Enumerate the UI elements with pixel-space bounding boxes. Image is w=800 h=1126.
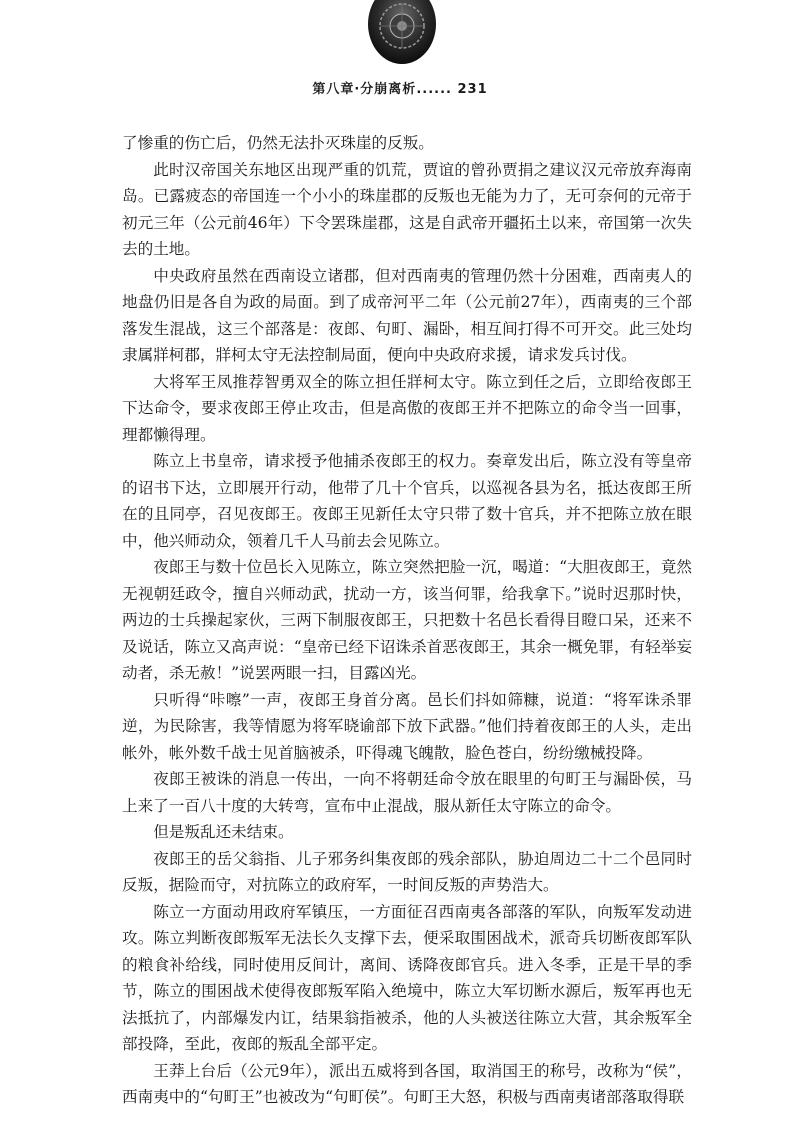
paragraph: 陈立一方面动用政府军镇压，一方面征召西南夷各部落的军队，向叛军发动进攻。陈立判断夜郎叛军无法长久支撑下去，便采取围困战术，派奇兵切断夜郎军队的粮食补给线，同时使用反间计，离间、诱降夜郎官兵。进入冬季，正是干旱的季节，陈立的围困战术使得夜郎叛军陷入绝境中，陈立大军切断水源后，叛军再也无法抵抗了，内部爆发内讧，结果翁指被杀，他的人头被送往陈立大营，其余叛军全部投降，至此，夜郎的叛乱全部平定。 — [122, 902, 692, 1053]
body-text — [122, 130, 692, 1111]
paragraph: 只听得“咔嚓”一声，夜郎王身首分离。邑长们抖如筛糠，说道：“将军诛杀罪逆，为民除害，我等情愿为将军晓谕部下放下武器。”他们持着夜郎王的人头，走出帐外，帐外数千战士见首脑被杀，吓得魂飞魄散，脸色苍白，纷纷缴械投降。 — [122, 690, 692, 762]
paragraph: 了惨重的伤亡后，仍然无法扑灭珠崖的反叛。 — [122, 134, 434, 152]
paragraph: 夜郎王与数十位邑长入见陈立，陈立突然把脸一沉，喝道：“大胆夜郎王，竟然无视朝廷政令，擅自兴师动武，扰动一方，该当何罪，给我拿下。”说时迟那时快，两边的士兵操起家伙，三两下制服夜郎王，只把数十名邑长看得目瞪口呆，还来不及说话，陈立又高声说：“皇帝已经下诏诛杀首恶夜郎王，其余一概免罪，有轻举妄动者，杀无赦！”说罢两眼一扫，目露凶光。 — [122, 558, 692, 682]
paragraph: 夜郎王的岳父翁指、儿子邪务纠集夜郎的残余部队，胁迫周边二十二个邑同时反叛，据险而守，对抗陈立的政府军，一时间反叛的声势浩大。 — [122, 849, 692, 894]
chapter-title: 第八章·分崩离析 — [312, 82, 417, 97]
header-dots: ...... — [416, 82, 452, 97]
paragraph: 中央政府虽然在西南设立诸郡，但对西南夷的管理仍然十分困难，西南夷人的地盘仍旧是各自为政的局面。到了成帝河平二年（公元前27年），西南夷的三个部落发生混战，这三个部落是：夜郎、句町、漏卧，相互间打得不可开交。此三处均隶属牂柯郡，牂柯太守无法控制局面，便向中央政府求援，请求发兵讨伐。 — [122, 266, 692, 364]
ornament-medallion — [366, 0, 438, 66]
paragraph: 夜郎王被诛的消息一传出，一向不将朝廷命令放在眼里的句町王与漏卧侯，马上来了一百八十度的大转弯，宣布中止混战，服从新任太守陈立的命令。 — [122, 770, 692, 815]
page-header — [0, 78, 800, 97]
paragraph: 王莽上台后（公元9年），派出五威将到各国，取消国王的称号，改称为“侯”，西南夷中的“句町王”也被改为“句町侯”。句町王大怒，积极与西南夷诸部落取得联 — [122, 1061, 692, 1106]
page-number: 231 — [457, 82, 488, 97]
paragraph: 此时汉帝国关东地区出现严重的饥荒，贾谊的曾孙贾捐之建议汉元帝放弃海南岛。已露疲态的帝国连一个小小的珠崖郡的反叛也无能为力了，无可奈何的元帝于初元三年（公元前46年）下令罢珠崖郡，这是自武帝开疆拓土以来，帝国第一次失去的土地。 — [122, 160, 692, 258]
paragraph: 大将军王凤推荐智勇双全的陈立担任牂柯太守。陈立到任之后，立即给夜郎王下达命令，要求夜郎王停止攻击，但是高傲的夜郎王并不把陈立的命令当一回事，理都懒得理。 — [122, 372, 692, 444]
paragraph: 陈立上书皇帝，请求授予他捕杀夜郎王的权力。奏章发出后，陈立没有等皇帝的诏书下达，立即展开行动，他带了几十个官兵，以巡视各县为名，抵达夜郎王所在的且同亭，召见夜郎王。夜郎王见新任太守只带了数十官兵，并不把陈立放在眼中，他兴师动众，领着几千人马前去会见陈立。 — [122, 452, 692, 550]
paragraph: 但是叛乱还未结束。 — [153, 823, 294, 841]
